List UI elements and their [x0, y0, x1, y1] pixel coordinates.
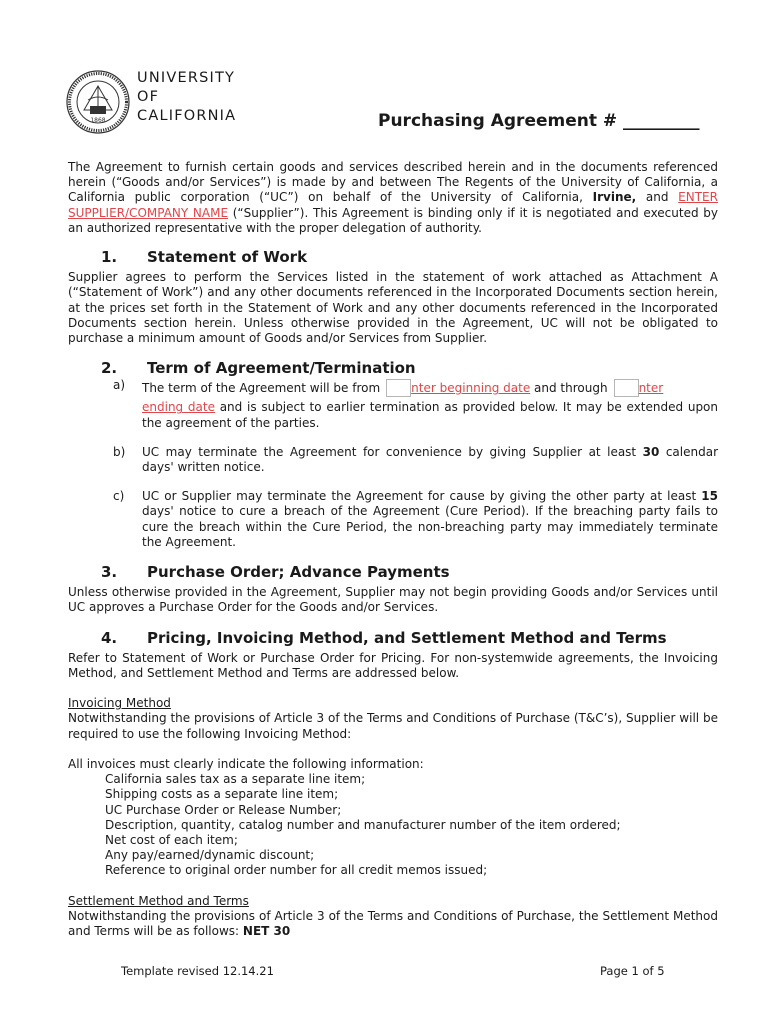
- cure-notice-days: 15: [701, 489, 718, 504]
- list-item: UC Purchase Order or Release Number;: [105, 802, 342, 817]
- list-item: Reference to original order number for all credit memos issued;: [105, 863, 488, 878]
- wordmark-line-2: OF: [137, 89, 160, 105]
- invoice-requirements-list: [68, 772, 718, 878]
- svg-text:1868: 1868: [90, 117, 106, 124]
- university-wordmark: [137, 69, 236, 126]
- term-item-b: b) UC may terminate the Agreement for convenience by giving Supplier at least 30 calendar days' written notice.: [113, 444, 719, 475]
- settlement-terms: NET 30: [242, 923, 291, 938]
- term-item-a: a) The term of the Agreement will be from nter beginning date and through nter ending date and is subject to earlier termination as provided below. It may be extended upon the agreement of the parties.: [113, 378, 719, 430]
- campus-name: Irvine,: [592, 190, 637, 205]
- section-4-text: Refer to Statement of Work or Purchase Order for Pricing. For non-systemwide agreements, the Invoicing Method, and Settlement Method and Terms are addressed below.: [68, 650, 718, 681]
- convenience-notice-days: 30: [642, 444, 660, 459]
- invoicing-method-heading: Invoicing Method: [68, 696, 171, 711]
- section-heading-4: 4. Pricing, Invoicing Method, and Settlement Method and Terms: [101, 628, 667, 647]
- uc-seal-logo: [66, 70, 130, 134]
- list-item: Description, quantity, catalog number and manufacturer number of the item ordered;: [105, 817, 621, 832]
- settlement-method-heading: Settlement Method and Terms: [68, 893, 249, 908]
- intro-paragraph: The Agreement to furnish certain goods and services described herein and in the documents referenced herein (“Goods and/or Services”) is made by and between The Regents of the University of California, a California public corporation (“UC”) on behalf of the University of California, Irvine, and ENTER SUPPLIER/COMPANY NAME (“Supplier”). This Agreement is binding only if it is negotiated and executed by an authorized representative with the proper delegation of authority.: [68, 160, 718, 235]
- begin-date-checkbox[interactable]: [386, 379, 411, 397]
- section-3-text: Unless otherwise provided in the Agreement, Supplier may not begin providing Goods and/or Services until UC approves a Purchase Order for the Goods and/or Services.: [68, 585, 718, 615]
- term-item-c: c) UC or Supplier may terminate the Agreement for cause by giving the other party at least 15 days' notice to cure a breach of the Agreement (Cure Period). If the breaching party fails to cure the breach within the Cure Period, the non-breaching party may immediately terminate the Agreement.: [113, 489, 718, 549]
- supplier-name-field[interactable]: ENTER SUPPLIER/COMPANY NAME: [68, 190, 718, 220]
- list-item: Shipping costs as a separate line item;: [105, 787, 339, 802]
- settlement-method-text: Notwithstanding the provisions of Article 3 of the Terms and Conditions of Purchase, the Settlement Method and Terms will be as follows: NET 30: [68, 908, 718, 938]
- wordmark-line-1: UNIVERSITY: [137, 70, 236, 86]
- document-body: [68, 160, 718, 939]
- end-date-field[interactable]: ending date: [142, 400, 215, 415]
- wordmark-line-3: CALIFORNIA: [137, 108, 237, 124]
- invoicing-method-text: Notwithstanding the provisions of Article 3 of the Terms and Conditions of Purchase (T&C’s), Supplier will be required to use the following Invoicing Method:: [68, 711, 718, 741]
- list-item: Net cost of each item;: [105, 832, 238, 847]
- document-title: Purchasing Agreement # _________: [378, 111, 700, 131]
- end-date-field-start[interactable]: nter: [638, 381, 664, 396]
- list-item: California sales tax as a separate line item;: [105, 772, 366, 787]
- invoice-requirements-intro: All invoices must clearly indicate the following information:: [68, 756, 424, 771]
- footer-template-revision: Template revised 12.14.21: [121, 964, 274, 978]
- end-date-checkbox[interactable]: [614, 379, 639, 397]
- footer-page-number: Page 1 of 5: [600, 964, 665, 978]
- section-heading-3: 3. Purchase Order; Advance Payments: [101, 563, 450, 582]
- list-item: Any pay/earned/dynamic discount;: [105, 848, 315, 863]
- section-heading-2: 2. Term of Agreement/Termination: [101, 359, 416, 378]
- section-1-text: Supplier agrees to perform the Services listed in the statement of work attached as Attachment A (“Statement of Work”) and any other documents referenced in the Incorporated Documents section herein, at the prices set forth in the Statement of Work and any other documents referenced in the Incorporated Documents section herein. Unless otherwise provided in the Agreement, UC will not be obligated to purchase a minimum amount of Goods and/or Services from Supplier.: [68, 270, 718, 346]
- begin-date-field[interactable]: nter beginning date: [411, 381, 531, 396]
- section-heading-1: 1. Statement of Work: [101, 248, 308, 267]
